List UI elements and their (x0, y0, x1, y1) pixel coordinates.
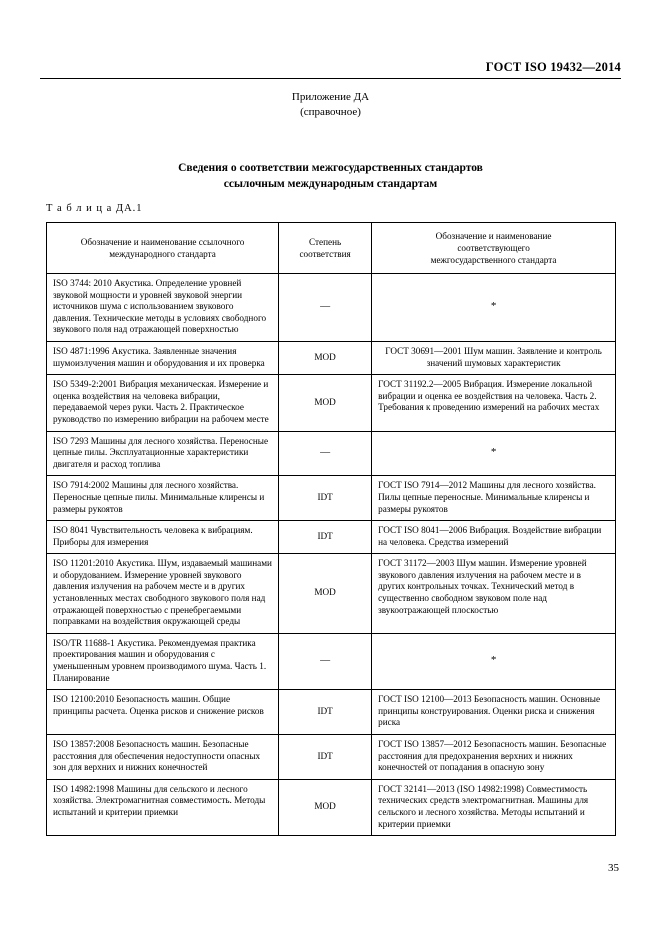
table-row (47, 476, 616, 521)
table-row (47, 633, 616, 689)
cell-reference-standard: ISO 8041 Чувствительность человека к вибрациям. Приборы для измерения (47, 521, 279, 554)
cell-reference-standard: ISO 4871:1996 Акустика. Заявленные значения шумоизлучения машин и оборудования и их проверка (47, 341, 279, 374)
annex-label: Приложение ДА (291, 91, 370, 103)
cell-equivalent-standard: ГОСТ 32141—2013 (ISO 14982:1998) Совместимость технических средств электромагнитная. Машины для сельского и лесного хозяйства. Методы испытаний и критерии приемки (372, 779, 616, 835)
annex-sublabel: (справочное) (300, 106, 361, 118)
column-header-equivalent-standard-line-3: межгосударственного стандарта (430, 255, 557, 265)
column-header-degree (279, 223, 372, 274)
table-row (47, 375, 616, 431)
cell-equivalent-standard: * (372, 431, 616, 476)
column-header-reference-standard-line-2: международного стандарта (109, 249, 216, 259)
page-title (0, 160, 661, 192)
column-header-degree-line-1: Степень (309, 237, 342, 247)
cell-reference-standard: ISO 12100:2010 Безопасность машин. Общие принципы расчета. Оценка рисков и снижение рисков (47, 690, 279, 735)
table-row (47, 554, 616, 634)
cell-degree: MOD (279, 341, 372, 374)
column-header-equivalent-standard-line-2: соответствующего (457, 243, 530, 253)
page-header-standard-number: ГОСТ ISO 19432—2014 (485, 60, 621, 74)
table-header (47, 223, 616, 274)
column-header-reference-standard-line-1: Обозначение и наименование ссылочного (80, 237, 245, 247)
table-row (47, 274, 616, 342)
cell-degree: MOD (279, 554, 372, 634)
cell-equivalent-standard: * (372, 274, 616, 342)
cell-equivalent-standard: ГОСТ 31172—2003 Шум машин. Измерение уровней звукового давления излучения на рабочем месте и в других контрольных точках. Технический метод в существенно свободном звуковом поле над звукоотражающей плоскостью (372, 554, 616, 634)
page-title-line-1: Сведения о соответствии межгосударственных стандартов (178, 162, 483, 174)
column-header-equivalent-standard (372, 223, 616, 274)
table-row (47, 779, 616, 835)
cell-degree: MOD (279, 779, 372, 835)
column-header-reference-standard (47, 223, 279, 274)
header-divider (40, 78, 621, 79)
table-row (47, 690, 616, 735)
cell-degree: IDT (279, 690, 372, 735)
cell-degree: — (279, 274, 372, 342)
cell-degree: MOD (279, 375, 372, 431)
cell-equivalent-standard: ГОСТ 31192.2—2005 Вибрация. Измерение локальной вибрации и оценка ее воздействия на человека. Часть 2. Требования к проведению измерений на рабочих местах (372, 375, 616, 431)
table-row (47, 341, 616, 374)
table-row (47, 431, 616, 476)
table-caption: Т а б л и ц а ДА.1 (46, 203, 143, 214)
cell-equivalent-standard: ГОСТ ISO 8041—2006 Вибрация. Воздействие вибрации на человека. Средства измерений (372, 521, 616, 554)
cell-equivalent-standard: ГОСТ ISO 13857—2012 Безопасность машин. Безопасные расстояния для предохранения верхних и нижних конечностей от попадания в опасную зону (372, 735, 616, 780)
cell-reference-standard: ISO 7293 Машины для лесного хозяйства. Переносные цепные пилы. Эксплуатационные характеристики двигателя и расход топлива (47, 431, 279, 476)
page-title-line-2: ссылочным международным стандартам (223, 178, 438, 190)
cell-degree: IDT (279, 735, 372, 780)
cell-reference-standard: ISO/TR 11688-1 Акустика. Рекомендуемая практика проектирования машин и оборудования с уменьшенным уровнем производимого шума. Часть 1. Планирование (47, 633, 279, 689)
cell-equivalent-standard: ГОСТ 30691—2001 Шум машин. Заявление и контроль значений шумовых характеристик (372, 341, 616, 374)
table-body (47, 274, 616, 836)
cell-equivalent-standard: ГОСТ ISO 7914—2012 Машины для лесного хозяйства. Пилы цепные переносные. Минимальные клиренсы и размеры рукоятов (372, 476, 616, 521)
annex-heading (0, 90, 661, 120)
cell-equivalent-standard: ГОСТ ISO 12100—2013 Безопасность машин. Основные принципы конструирования. Оценки риска и снижения риска (372, 690, 616, 735)
cell-degree: IDT (279, 521, 372, 554)
column-header-degree-line-2: соответствия (299, 249, 351, 259)
column-header-equivalent-standard-line-1: Обозначение и наименование (435, 231, 552, 241)
cell-reference-standard: ISO 5349-2:2001 Вибрация механическая. Измерение и оценка воздействия на человека вибрации, передаваемой через руки. Часть 2. Практическое руководство по измерению вибрации на рабочем месте (47, 375, 279, 431)
cell-reference-standard: ISO 11201:2010 Акустика. Шум, издаваемый машинами и оборудованием. Измерение уровней звукового давления излучения на рабочем месте и в других установленных местах свободного звукового поля над отражающей поверхностью с пренебрегаемыми поправками на воздействия окружающей среды (47, 554, 279, 634)
cell-reference-standard: ISO 3744: 2010 Акустика. Определение уровней звуковой мощности и уровней звуковой энергии источников шума с использованием звукового давления. Технические методы в условиях свободного звукового поля над отражающей поверхностью (47, 274, 279, 342)
cell-reference-standard: ISO 13857:2008 Безопасность машин. Безопасные расстояния для обеспечения недоступности опасных зон для верхних и нижних конечностей (47, 735, 279, 780)
cell-reference-standard: ISO 14982:1998 Машины для сельского и лесного хозяйства. Электромагнитная совместимость. Методы испытаний и критерии приемки (47, 779, 279, 835)
page-number: 35 (608, 862, 619, 874)
cell-degree: IDT (279, 476, 372, 521)
table-row (47, 735, 616, 780)
table-header-row (47, 223, 616, 274)
cell-degree: — (279, 431, 372, 476)
cell-equivalent-standard: * (372, 633, 616, 689)
cell-reference-standard: ISO 7914:2002 Машины для лесного хозяйства. Переносные цепные пилы. Минимальные клиренсы и размеры рукоятов (47, 476, 279, 521)
correspondence-table (46, 222, 616, 836)
table-row (47, 521, 616, 554)
cell-degree: — (279, 633, 372, 689)
